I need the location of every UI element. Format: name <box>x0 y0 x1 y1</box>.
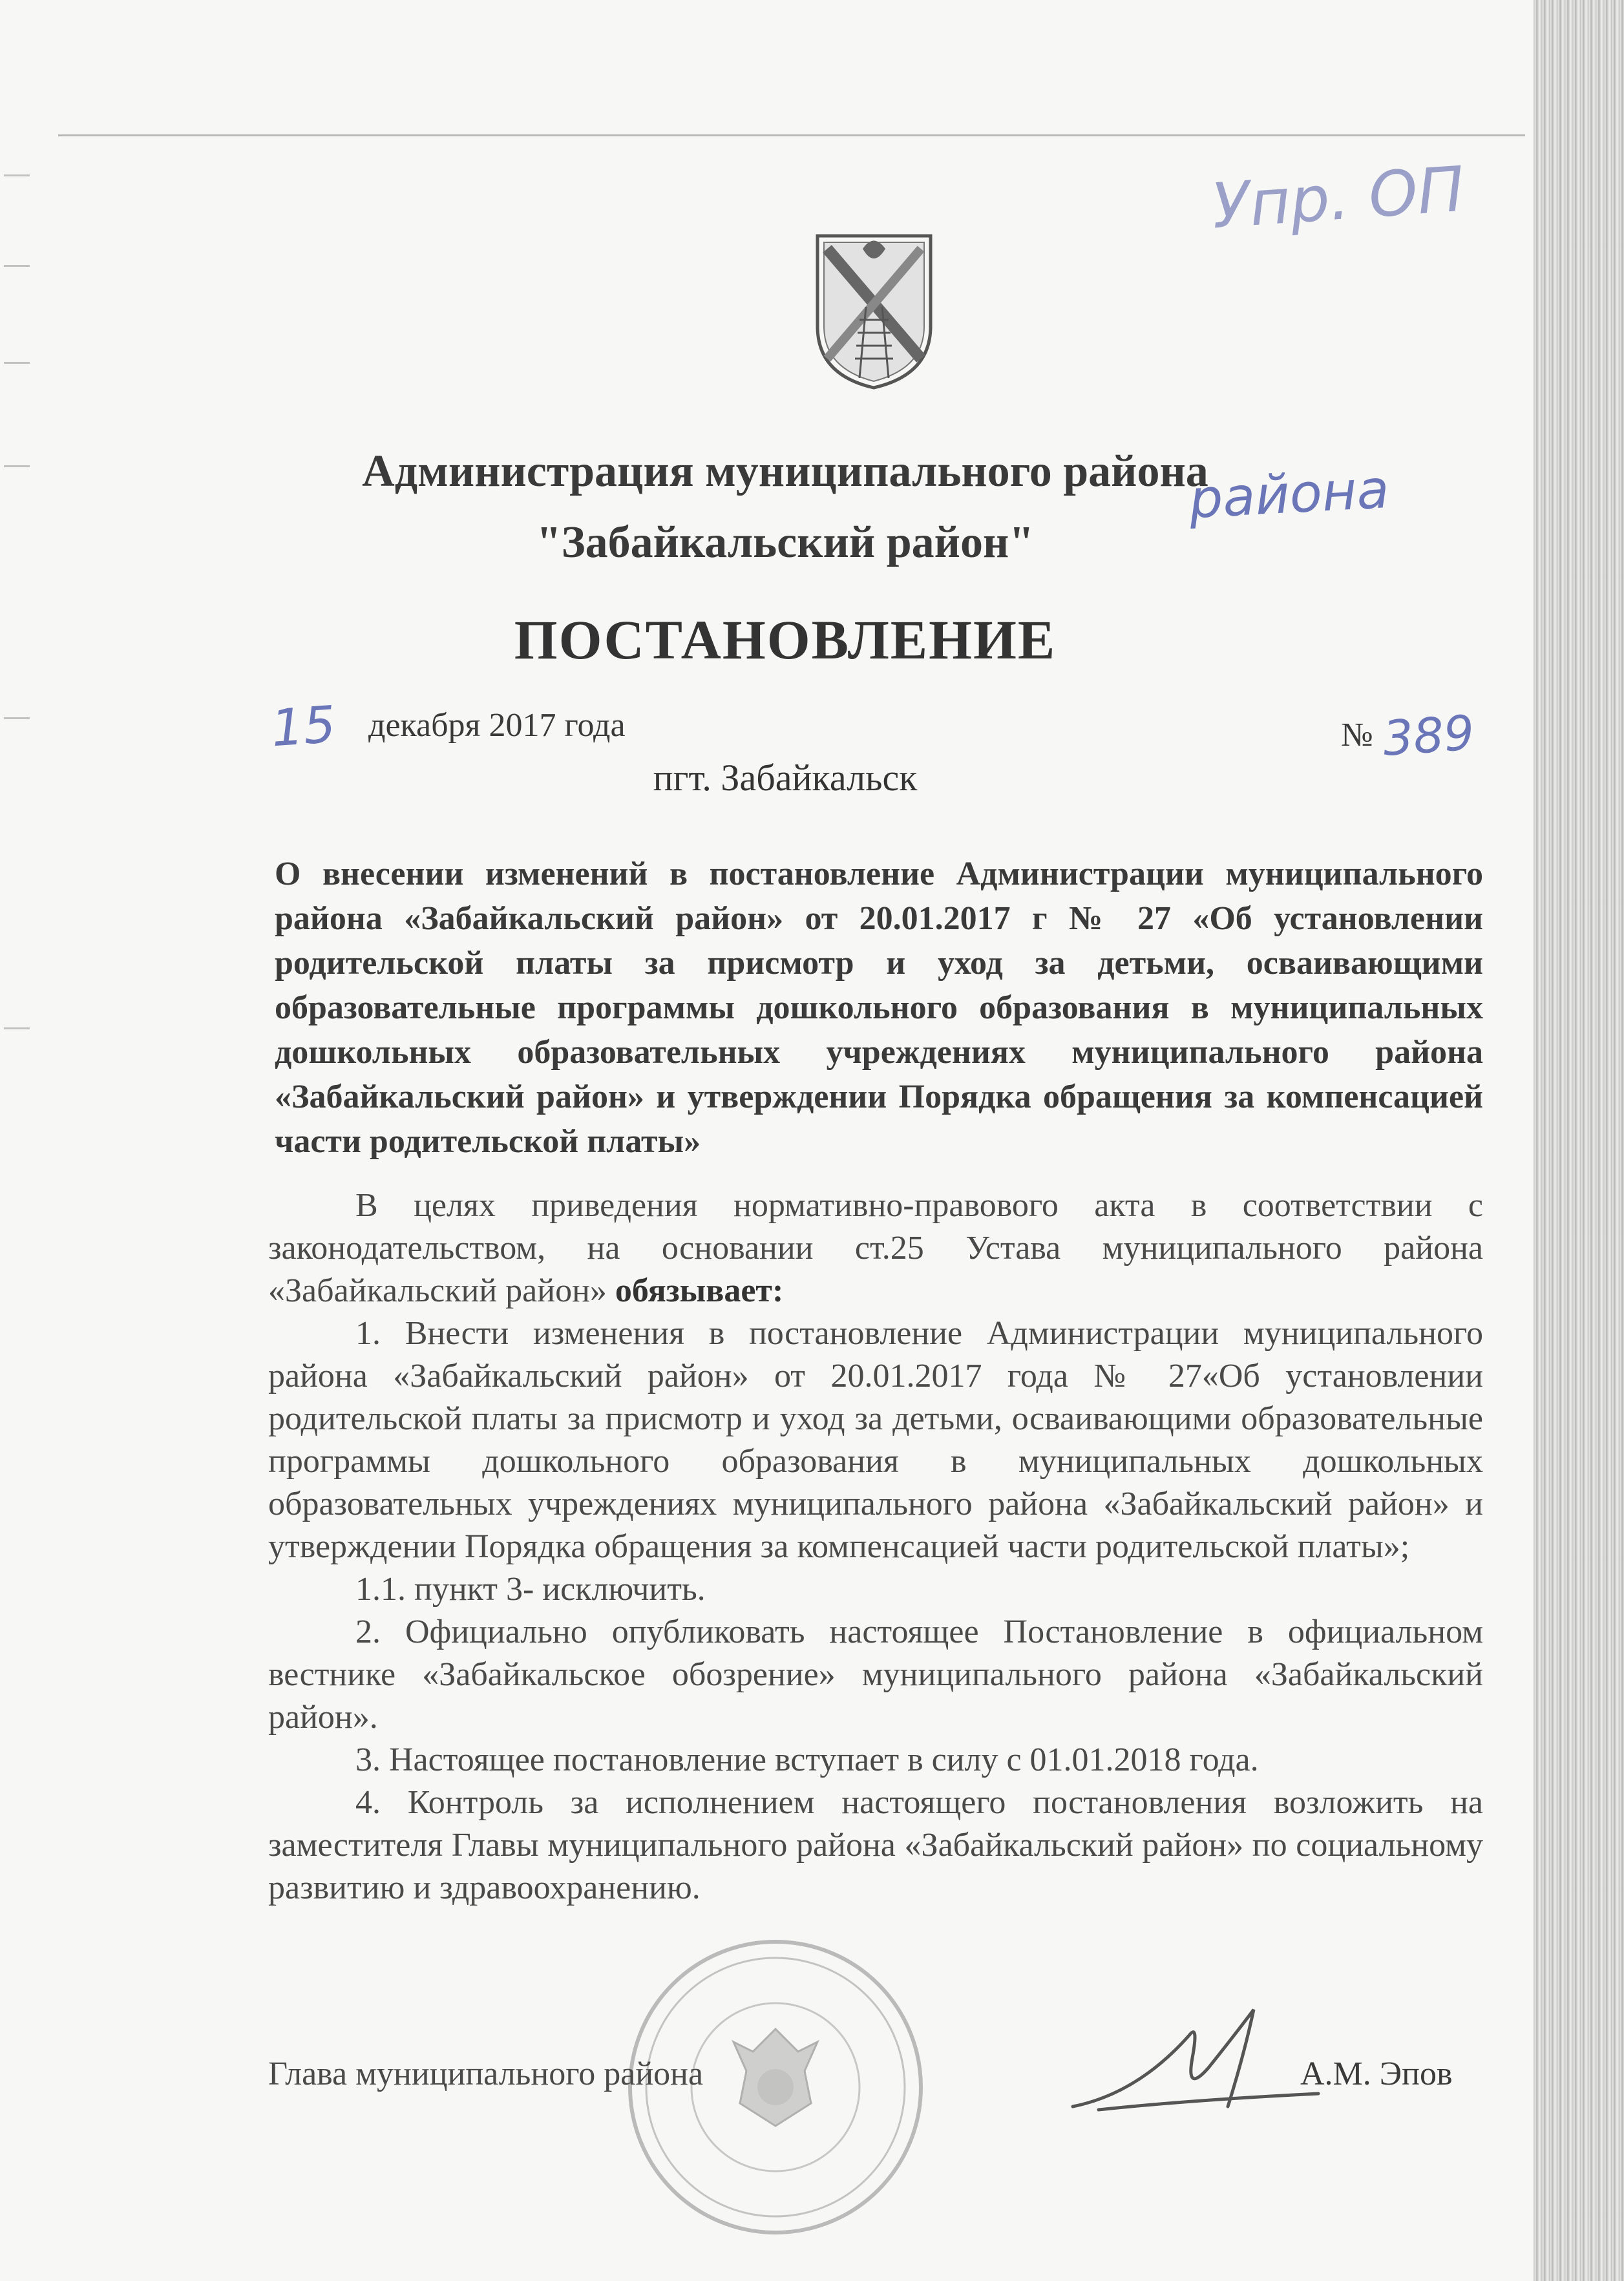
handwritten-date-day: 15 <box>269 695 338 759</box>
document-body <box>268 1184 1483 1909</box>
document-number-label: № <box>1341 717 1373 753</box>
handwritten-correction: района <box>1187 458 1391 531</box>
document-date: декабря 2017 года <box>368 707 626 744</box>
scan-edge <box>1534 0 1624 2281</box>
organization-name: Администрация муниципального района <box>362 447 1208 496</box>
document-title: ПОСТАНОВЛЕНИЕ <box>514 609 1057 671</box>
document-subject: О внесении изменений в постановление Администрации муниципального района «Забайкальский район» от 20.01.2017 г № 27 «Об установлении родительской платы за присмотр и уход за детьми, осваивающими образовательные программы дошкольного образования в муниципальных дошкольных образовательных учреждениях муниципального района «Забайкальский район» и утверждении Порядка обращения за компенсацией части родительской платы» <box>275 856 1483 1160</box>
handwritten-document-number: 389 <box>1381 705 1477 767</box>
body-item-2: 2. Официально опубликовать настоящее Постановление в официальном вестнике «Забайкальское обозрение» муниципального района «Забайкальский район». <box>268 1614 1483 1736</box>
body-item-3: 3. Настоящее постановление вступает в силу с 01.01.2018 года. <box>355 1741 1259 1778</box>
document-place: пгт. Забайкальск <box>653 757 918 799</box>
handwritten-signature <box>1060 1997 1331 2126</box>
body-item-4: 4. Контроль за исполнением настоящего постановления возложить на заместителя Главы муниципального района «Забайкальский район» по социальному развитию и здравоохранению. <box>268 1784 1483 1906</box>
scan-left-marks <box>0 0 45 2281</box>
body-item-1-1: 1.1. пункт 3- исключить. <box>355 1571 706 1608</box>
body-intro: В целях приведения нормативно-правового акта в соответствии с законодательством, на основании ст.25 Устава муниципального района «Забайкальский район» обязывает: <box>268 1187 1483 1309</box>
body-item-1: 1. Внести изменения в постановление Администрации муниципального района «Забайкальский район» от 20.01.2017 года № 27«Об установлении родительской платы за присмотр и уход за детьми, осваивающими образовательные программы дошкольного образования в муниципальных дошкольных образовательных учреждениях муниципального района «Забайкальский район» и утверждении Порядка обращения за компенсацией части родительской платы»; <box>268 1315 1483 1565</box>
signatory-name: А.М. Эпов <box>1300 2055 1453 2092</box>
signatory-position: Глава муниципального района <box>268 2055 704 2092</box>
page-top-rule <box>58 134 1525 136</box>
district-name: "Забайкальский район" <box>536 518 1035 567</box>
body-intro-bold: обязывает: <box>615 1272 784 1309</box>
coat-of-arms-emblem <box>811 229 937 391</box>
corner-handwritten-note: Упр. ОП <box>1209 152 1467 243</box>
